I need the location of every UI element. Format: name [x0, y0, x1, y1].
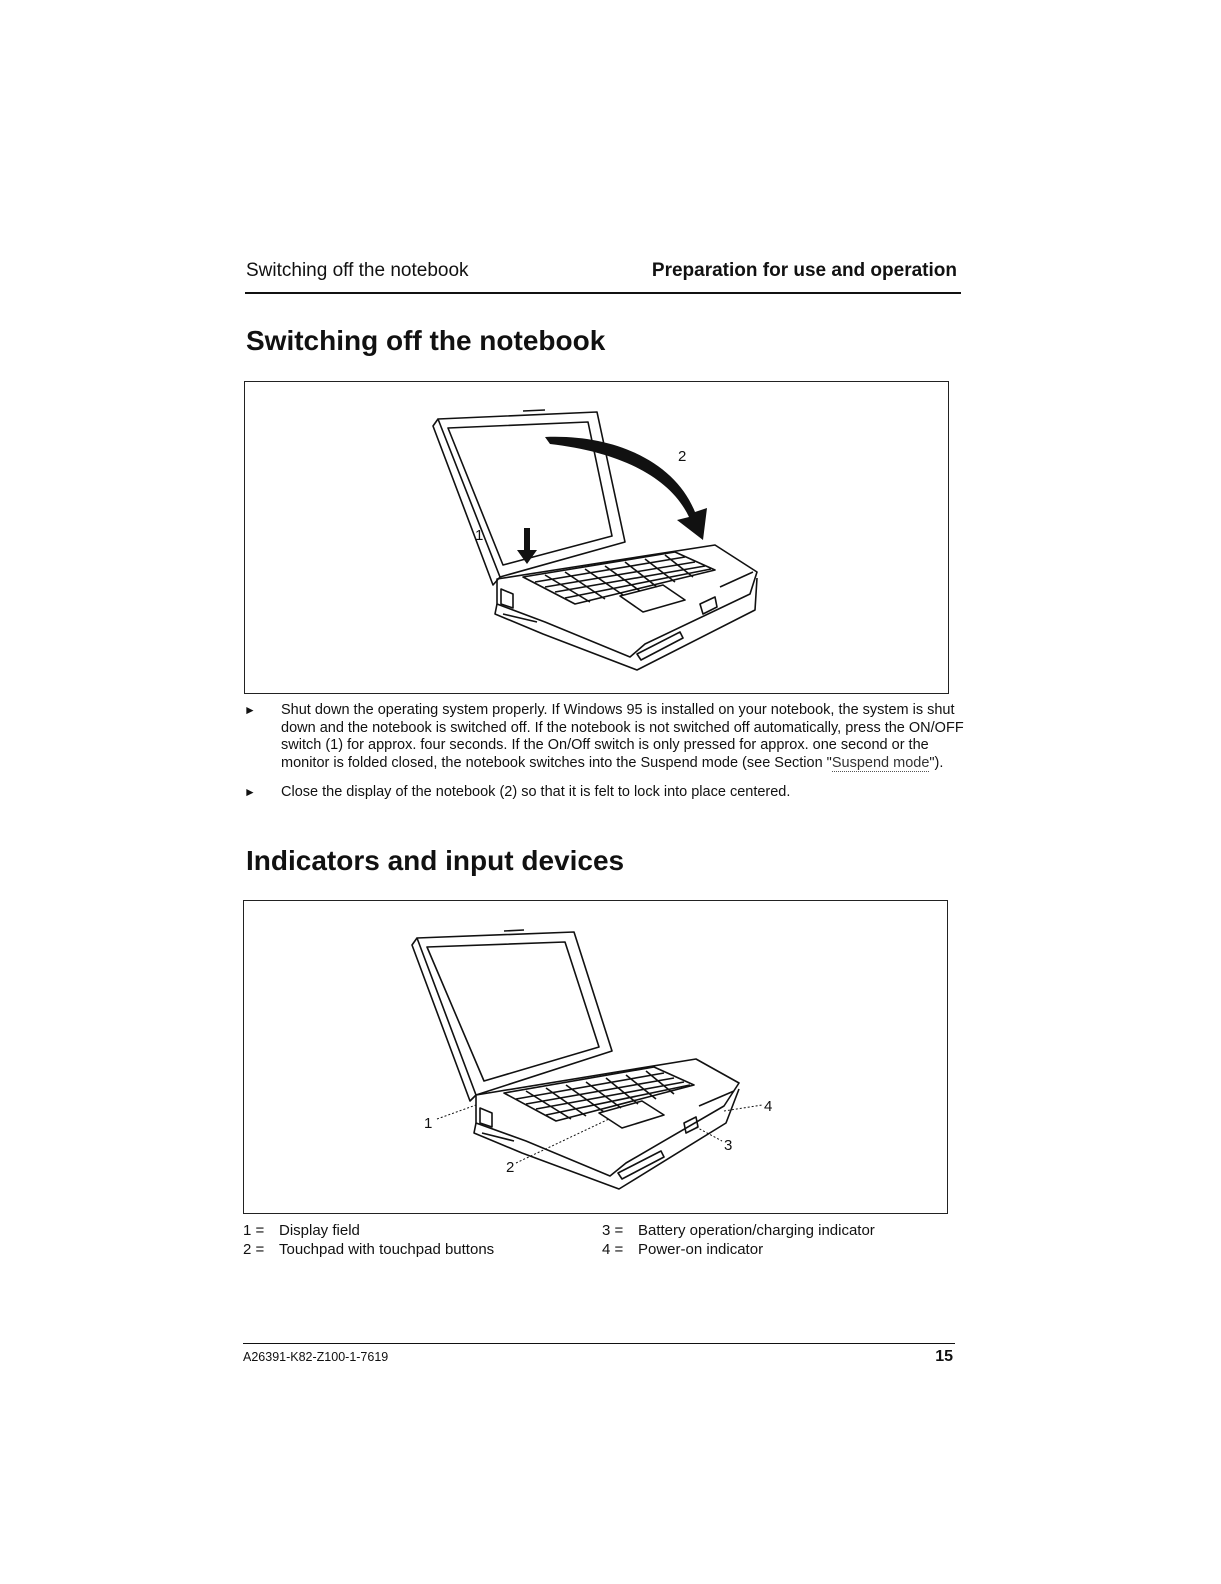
legend-item [602, 1222, 875, 1239]
callout-2: 2 [506, 1159, 515, 1176]
legend-item [602, 1241, 763, 1258]
running-header [245, 258, 961, 294]
instruction-text-2: Close the display of the notebook (2) so that it is felt to lock into place centered. [281, 784, 791, 800]
callout-3: 3 [724, 1137, 733, 1154]
callout-1: 1 [475, 527, 484, 544]
callout-2: 2 [678, 448, 687, 465]
section-title-switching-off: Switching off the notebook [246, 325, 606, 356]
legend-number: 1 = [243, 1222, 265, 1239]
legend-label: Display field [279, 1222, 360, 1239]
triangle-right-icon: ► [244, 785, 256, 799]
legend-item [243, 1241, 494, 1258]
instruction-item [244, 784, 964, 802]
document-id: A26391-K82-Z100-1-7619 [243, 1350, 389, 1364]
suspend-mode-link[interactable]: Suspend mode [831, 754, 930, 771]
legend-number: 2 = [243, 1241, 265, 1258]
instruction-item [244, 702, 964, 772]
legend-label: Power-on indicator [638, 1241, 764, 1258]
instruction-text-1b: "). [929, 754, 944, 771]
laptop-indicators-illustration [244, 901, 947, 1213]
header-section-title: Switching off the notebook [246, 260, 469, 281]
legend-number: 4 = [602, 1241, 624, 1258]
legend-item [243, 1222, 360, 1239]
triangle-right-icon: ► [244, 703, 256, 717]
figure-switching-off [244, 381, 949, 694]
page-footer [243, 1343, 955, 1368]
instruction-text-1a: Shut down the operating system properly. If Windows 95 is installed on your notebook, the system is shut down and the notebook is switched off. If the notebook is not switched off automatically, press the ON/OFF switch (1) for approx. four seconds. If the On/Off switch is only pressed for approx. one second or the monitor is folded closed, the notebook switches into the Suspend mode (see Section " [281, 702, 964, 771]
figure-indicators [243, 900, 948, 1214]
laptop-closing-illustration [245, 382, 948, 693]
legend-number: 3 = [602, 1222, 624, 1239]
page-number: 15 [935, 1348, 953, 1365]
section-title-indicators: Indicators and input devices [246, 845, 625, 876]
callout-4: 4 [764, 1098, 773, 1115]
legend-label: Touchpad with touchpad buttons [279, 1241, 495, 1258]
instruction-list [244, 702, 964, 814]
header-chapter-title: Preparation for use and operation [651, 260, 957, 281]
legend-label: Battery operation/charging indicator [638, 1222, 875, 1239]
callout-1: 1 [424, 1115, 433, 1132]
